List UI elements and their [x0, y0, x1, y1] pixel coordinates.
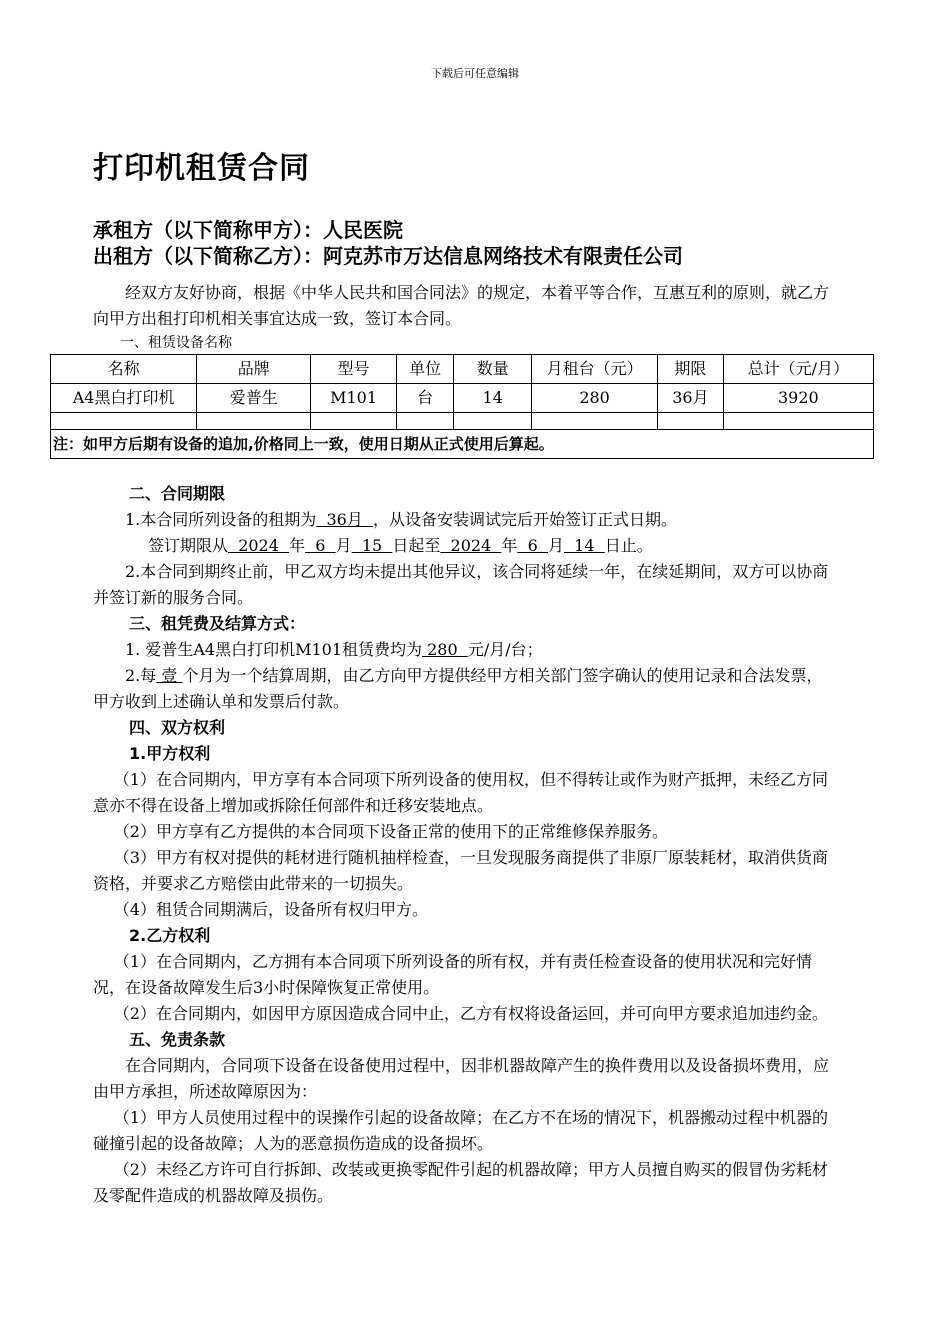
s4-b2: （2）在合同期内，如因甲方原因造成合同中止，乙方有权将设备运回，并可向甲方要求追加违约金。: [113, 1004, 828, 1023]
table-cell: 3920: [723, 384, 873, 413]
section2-heading: 二、合同期限: [129, 484, 226, 503]
intro-paragraph: 经双方友好协商，根据《中华人民共和国合同法》的规定，本着平等合作，互惠互利的原则，就乙方向甲方出租打印机相关事宜达成一致，签订本合同。: [93, 283, 830, 328]
table-header: 月租台（元）: [532, 355, 658, 384]
section1-heading: 一、租赁设备名称: [120, 335, 232, 351]
s2-p2: 2.本合同到期终止前，甲乙双方均未提出其他异议，该合同将延续一年，在续延期间，双方可以协商并签订新的服务合同。: [93, 562, 829, 607]
document-title: 打印机租赁合同: [93, 151, 310, 186]
s2-date: 签订期限从 2024 年 6 月 15 日起至 2024 年 6 月 14 日止。: [148, 536, 653, 555]
s2-p1: 1.本合同所列设备的租期为 36月 ，从设备安装调试完后开始签订正式日期。: [125, 510, 678, 529]
table-header: 总计（元/月）: [723, 355, 873, 384]
s4-b1: （1）在合同期内，乙方拥有本合同项下所列设备的所有权，并有责任检查设备的使用状况和完好情况，在设备故障发生后3小时保障恢复正常使用。: [93, 952, 812, 997]
table-cell: 爱普生: [197, 384, 311, 413]
table-empty-row: [51, 413, 874, 430]
section4-heading: 四、双方权利: [129, 718, 226, 737]
section3-heading: 三、租凭费及结算方式：: [129, 614, 306, 633]
table-header-row: [51, 355, 874, 384]
s5-item2: （2）未经乙方许可自行拆卸、改装或更换零配件引起的机器故障；甲方人员擅自购买的假冒伪劣耗材及零配件造成的机器故障及损伤。: [93, 1160, 828, 1205]
s5-item1: （1）甲方人员使用过程中的误操作引起的设备故障；在乙方不在场的情况下，机器搬动过程中机器的碰撞引起的设备故障；人为的恶意损伤造成的设备损坏。: [93, 1108, 828, 1153]
table-header: 名称: [51, 355, 197, 384]
s4-a3: （3）甲方有权对提供的耗材进行随机抽样检查，一旦发现服务商提供了非原厂原装耗材，取消供货商资格，并要求乙方赔偿由此带来的一切损失。: [93, 848, 828, 893]
table-row: [51, 384, 874, 413]
s4-a2: （2）甲方享有乙方提供的本合同项下设备正常的使用下的正常维修保养服务。: [113, 822, 668, 841]
equipment-table: [50, 354, 874, 459]
table-cell: 36月: [658, 384, 724, 413]
table-cell: 14: [454, 384, 532, 413]
table-note: 注：如甲方后期有设备的追加,价格同上一致，使用日期从正式使用后算起。: [51, 430, 874, 459]
s5-paragraph: 在合同期内，合同项下设备在设备使用过程中，因非机器故障产生的换件费用以及设备损坏费用，应由甲方承担，所述故障原因为：: [93, 1056, 830, 1101]
table-cell: A4黑白打印机: [51, 384, 197, 413]
table-header: 型号: [311, 355, 397, 384]
table-note-row: [51, 430, 874, 459]
table-cell: M101: [311, 384, 397, 413]
intro-block: [93, 280, 838, 332]
table-header: 数量: [454, 355, 532, 384]
table-header: 品牌: [197, 355, 311, 384]
s4-party-a-heading: 1.甲方权利: [129, 744, 211, 763]
table-cell: 台: [396, 384, 453, 413]
page-header: 下载后可任意编辑: [431, 67, 519, 80]
s4-a1: （1）在合同期内，甲方享有本合同项下所列设备的使用权，但不得转让或作为财产抵押，未经乙方同意亦不得在设备上增加或拆除任何部件和迁移安装地点。: [93, 770, 828, 815]
party-a: 承租方（以下简称甲方）：人民医院: [93, 218, 403, 242]
s4-party-b-heading: 2.乙方权利: [129, 926, 211, 945]
table-header: 单位: [396, 355, 453, 384]
table-cell: 280: [532, 384, 658, 413]
contract-body: [93, 481, 838, 1209]
party-b: 出租方（以下简称乙方）：阿克苏市万达信息网络技术有限责任公司: [93, 244, 683, 268]
s3-p1: 1. 爱普生A4黑白打印机M101租赁费均为 280 元/月/台；: [125, 640, 543, 659]
section5-heading: 五、免责条款: [129, 1030, 226, 1049]
s4-a4: （4）租赁合同期满后，设备所有权归甲方。: [113, 900, 428, 919]
s3-p2: 2.每 壹 个月为一个结算周期，由乙方向甲方提供经甲方相关部门签字确认的使用记录和合法发票，甲方收到上述确认单和发票后付款。: [93, 666, 823, 711]
table-header: 期限: [658, 355, 724, 384]
